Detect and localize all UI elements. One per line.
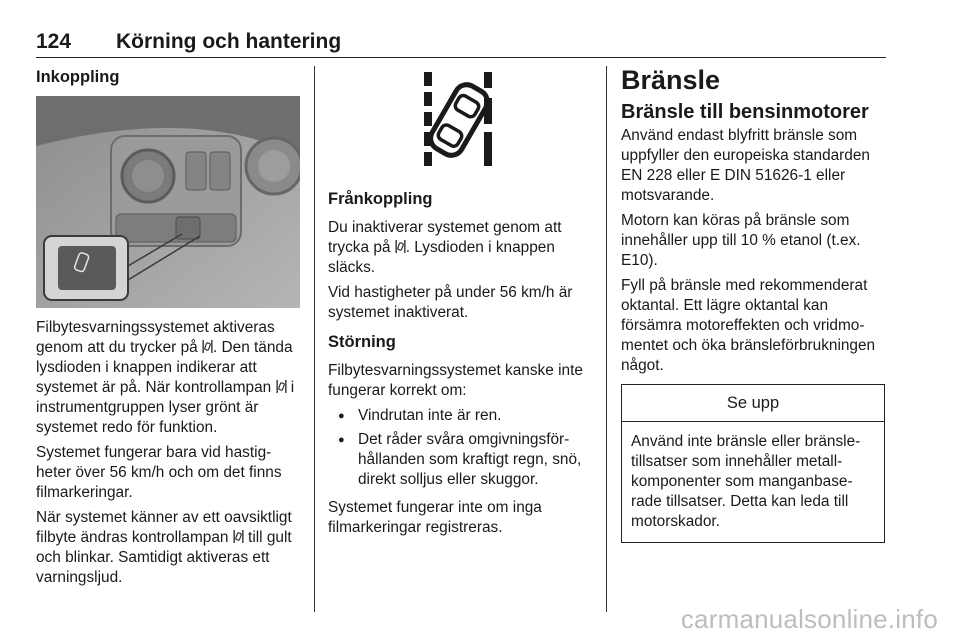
- text-run: . Den tända lysdioden i knappen indikerar att systemet är på. När kontrollampan: [36, 339, 293, 396]
- bullet-list: [328, 406, 594, 490]
- column-1: [36, 66, 300, 593]
- section-heading-storning: Störning: [328, 333, 396, 351]
- text-run: i instrumentgruppen lyser grönt är systemet redo för funktion.: [36, 379, 295, 436]
- lane-departure-icon: [233, 529, 244, 542]
- dashboard-button-photo: [36, 96, 300, 308]
- column-2: [328, 66, 594, 543]
- paragraph: Motorn kan köras på bränsle som innehåller upp till 10 % etanol (t.ex. E10).: [621, 212, 861, 269]
- lane-departure-icon: [276, 379, 287, 392]
- column-3: [621, 66, 887, 543]
- list-item: ● Vindrutan inte är ren.: [328, 406, 594, 426]
- watermark: carmanualsonline.info: [680, 604, 938, 634]
- text-run: Du inaktiverar systemet genom att trycka på: [328, 219, 562, 256]
- lane-departure-icon: [202, 339, 213, 352]
- paragraph: Systemet fungerar bara vid hastig-heter över 56 km/h och om det finns filmarkeringar.: [36, 444, 282, 501]
- paragraph: Använd endast blyfritt bränsle som uppfyller den europeiska standarden EN 228 eller E DIN 51626-1 eller motsvarande.: [621, 127, 870, 204]
- text-run: . Lysdioden i knappen släcks.: [328, 239, 555, 276]
- paragraph: [36, 508, 300, 588]
- lane-departure-icon: [395, 239, 406, 252]
- section-heading-inkoppling: Inkoppling: [36, 68, 120, 86]
- lane-departure-warning-icon: [328, 66, 594, 176]
- section-heading-frankoppling: Frånkoppling: [328, 190, 433, 208]
- section-title-bransle: Bränsle: [621, 65, 721, 95]
- column-divider: [606, 66, 607, 612]
- caution-title: Se upp: [622, 385, 884, 422]
- paragraph: [328, 218, 594, 278]
- subsection-title: Bränsle till bensinmotorer: [621, 101, 869, 123]
- text-run: När systemet känner av ett oavsiktligt filbyte ändras kontrollampan: [36, 509, 292, 546]
- page-number: 124: [36, 30, 72, 53]
- chapter-title: Körning och hantering: [116, 30, 342, 53]
- caution-body: Använd inte bränsle eller bränsle-tillsatser som innehåller metall-komponenter som manganbase-rade tillsatser. Detta kan leda till motorskador.: [631, 433, 861, 530]
- caution-box: [621, 384, 885, 543]
- paragraph: Vid hastigheter på under 56 km/h är systemet inaktiverat.: [328, 284, 573, 321]
- list-item: ● Det råder svåra omgivningsför-hållanden som kraftigt regn, snö, direkt solljus eller skuggor.: [328, 430, 594, 490]
- paragraph: Filbytesvarningssystemet kanske inte fungerar korrekt om:: [328, 362, 583, 399]
- paragraph: Fyll på bränsle med rekommenderat oktantal. Ett lägre oktantal kan försämra motoreffekten och vridmo-mentet och öka bränsleförbrukningen något.: [621, 277, 876, 374]
- text-run: Filbytesvarningssystemet aktiveras genom att du trycker på: [36, 319, 275, 356]
- paragraph: [36, 318, 300, 438]
- page-header: [36, 30, 886, 58]
- text-run: till gult och blinkar. Samtidigt aktiveras ett varningsljud.: [36, 529, 292, 586]
- column-divider: [314, 66, 315, 612]
- paragraph: Systemet fungerar inte om inga filmarkeringar registreras.: [328, 499, 542, 536]
